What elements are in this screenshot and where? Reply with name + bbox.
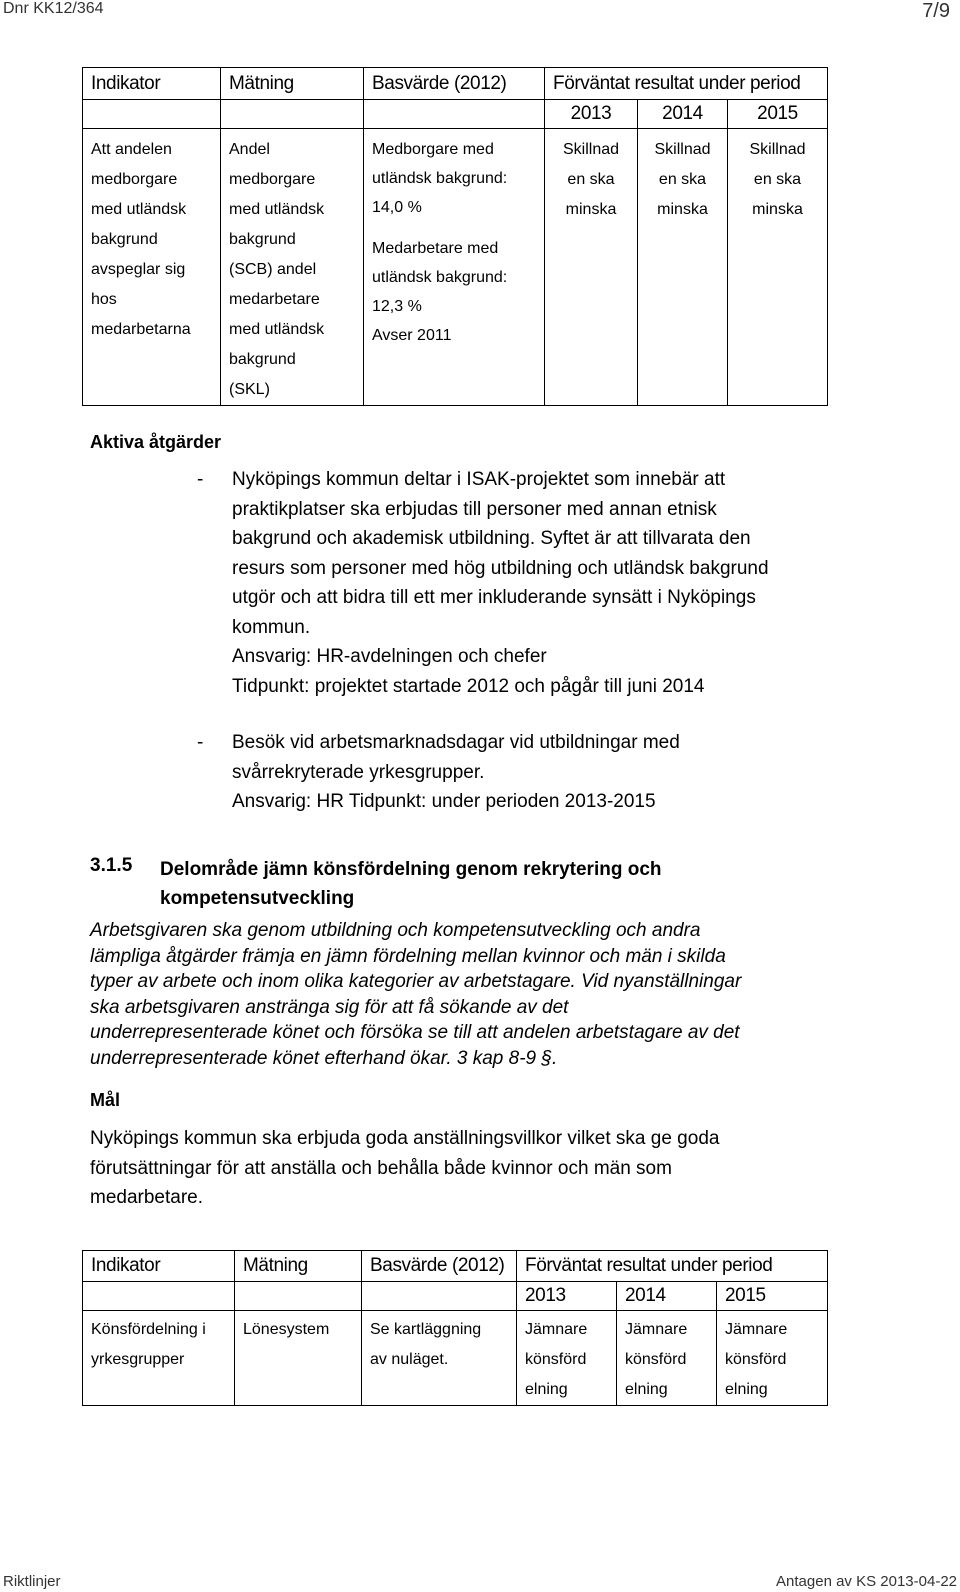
cell-result-2014: Skillnad en ska minska: [638, 129, 728, 406]
cell-result-2015: Skillnad en ska minska: [728, 129, 828, 406]
year-2013: 2013: [545, 100, 638, 129]
cell-result-2015: Jämnare könsförd elning: [717, 1311, 828, 1406]
section-number: 3.1.5: [90, 855, 133, 876]
cell-basvarde: Medborgare med utländsk bakgrund: 14,0 % Medarbetare med utländsk bakgrund: 12,3 % Avser 2011: [364, 129, 545, 406]
year-2014: 2014: [617, 1282, 717, 1311]
header-forvantat: Förväntat resultat under period: [545, 68, 828, 100]
cell-basvarde: Se kartläggning av nuläget.: [362, 1311, 517, 1406]
document-number: Dnr KK12/364: [3, 0, 104, 17]
header-matning: Mätning: [235, 1251, 362, 1282]
cell-result-2013: Skillnad en ska minska: [545, 129, 638, 406]
section-description: Arbetsgivaren ska genom utbildning och kompetensutveckling och andra lämpliga åtgärder främja en jämn fördelning mellan kvinnor och män i skilda typer av arbete och inom olika kategorier av arbetstagare. Vid nyanställningar ska arbetsgivaren anstränga sig för att få sökande av det underrepresenterade könet och försöka se till att andelen arbetstagare av det underrepresenterade könet efterhand ökar. 3 kap 8-9 §.: [90, 920, 742, 1069]
page-number: 7/9: [922, 0, 950, 22]
section-title: Delområde jämn könsfördelning genom rekrytering och kompetensutveckling: [160, 859, 662, 909]
bullet-dash-2: -: [197, 732, 204, 753]
indicator-table-1: [82, 67, 828, 406]
footer-left: Riktlinjer: [3, 1573, 61, 1590]
cell-matning: Lönesystem: [235, 1311, 362, 1406]
header-basvarde: Basvärde (2012): [364, 68, 545, 100]
header-indikator: Indikator: [83, 1251, 235, 1282]
year-2015: 2015: [728, 100, 828, 129]
year-2014: 2014: [638, 100, 728, 129]
action-item-arbetsmarknadsdagar: Besök vid arbetsmarknadsdagar vid utbildningar med svårrekryterade yrkesgrupper. Ansvarig: HR Tidpunkt: under perioden 2013-2015: [232, 732, 680, 812]
year-2013: 2013: [517, 1282, 617, 1311]
header-matning: Mätning: [221, 68, 364, 100]
footer-right: Antagen av KS 2013-04-22: [776, 1573, 957, 1590]
header-indikator: Indikator: [83, 68, 221, 100]
mal-heading: Mål: [90, 1090, 121, 1110]
mal-text: Nyköpings kommun ska erbjuda goda anställningsvillkor vilket ska ge goda förutsättningar för att anställa och behålla både kvinnor och män som medarbetare.: [90, 1128, 720, 1208]
cell-result-2014: Jämnare könsförd elning: [617, 1311, 717, 1406]
cell-indikator: Att andelen medborgare med utländsk bakgrund avspeglar sig hos medarbetarna: [83, 129, 221, 406]
header-forvantat: Förväntat resultat under period: [517, 1251, 828, 1282]
header-basvarde: Basvärde (2012): [362, 1251, 517, 1282]
cell-indikator: Könsfördelning i yrkesgrupper: [83, 1311, 235, 1406]
indicator-table-2: [82, 1250, 828, 1406]
action-item-isak: Nyköpings kommun deltar i ISAK-projektet som innebär att praktikplatser ska erbjudas till personer med annan etnisk bakgrund och akademisk utbildning. Syftet är att tillvarata den resurs som personer med hög utbildning och utländsk bakgrund utgör och att bidra till ett mer inkluderande synsätt i Nyköpings kommun. Ansvarig: HR-avdelningen och chefer Tidpunkt: projektet startade 2012 och pågår till juni 2014: [232, 469, 769, 697]
year-2015: 2015: [717, 1282, 828, 1311]
bullet-dash-1: -: [197, 469, 204, 490]
cell-result-2013: Jämnare könsförd elning: [517, 1311, 617, 1406]
aktiva-atgarder-heading: Aktiva åtgärder: [90, 432, 222, 452]
cell-matning: Andel medborgare med utländsk bakgrund (SCB) andel medarbetare med utländsk bakgrund (SKL): [221, 129, 364, 406]
